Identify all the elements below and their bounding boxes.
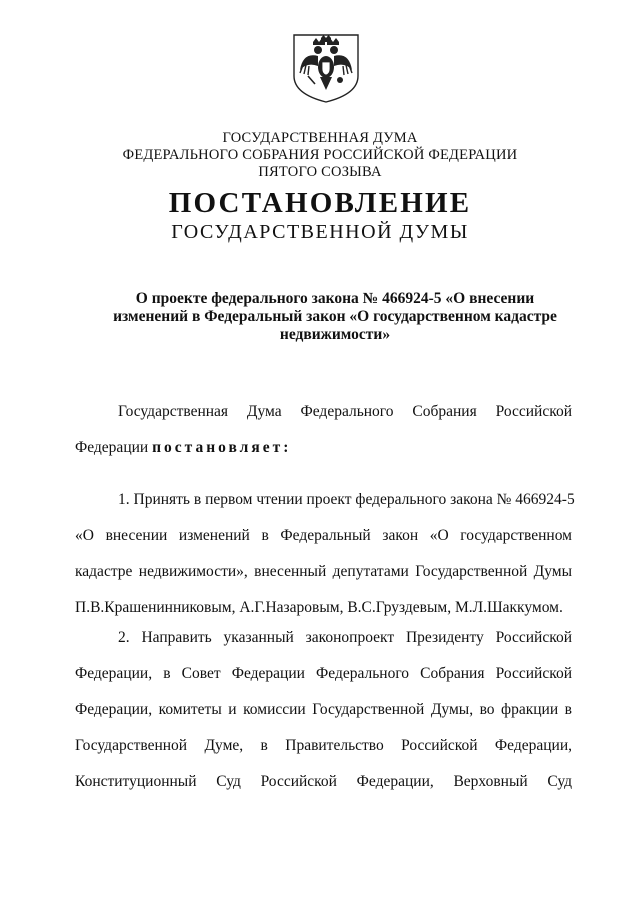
subject-line-2: изменений в Федеральный закон «О государственном кадастре [113, 308, 557, 325]
preamble-line-2 [75, 430, 572, 466]
issuing-body-header [0, 130, 640, 181]
item-1-paragraph [75, 518, 572, 626]
preamble-line-1: Государственная Дума Федерального Собрания Российской [118, 403, 572, 420]
item-1-line-1: 1. Принять в первом чтении проект федерального закона № 466924-5 [118, 491, 575, 508]
document-issuer-title: ГОСУДАРСТВЕННОЙ ДУМЫ [171, 221, 469, 243]
header-line-3: ПЯТОГО СОЗЫВА [258, 164, 382, 180]
item-2-line-3: Федерации, комитеты и комиссии Государственной Думы, во фракции в [75, 701, 572, 718]
subject-line-3: недвижимости» [279, 326, 391, 343]
document-type-title: ПОСТАНОВЛЕНИЕ [168, 187, 472, 219]
resolution-verb: постановляет: [152, 439, 292, 456]
item-1-line-3: кадастре недвижимости», внесенный депутатами Государственной Думы [75, 563, 572, 580]
item-1-line-2: «О внесении изменений в Федеральный закон «О государственном [75, 527, 572, 544]
preamble-text: Федерации [75, 439, 153, 456]
item-2-line-1: 2. Направить указанный законопроект Президенту Российской [118, 629, 572, 646]
item-2-line-4: Государственной Думе, в Правительство Российской Федерации, [75, 737, 572, 754]
preamble-paragraph [118, 394, 572, 430]
russian-coat-of-arms-icon [291, 32, 361, 104]
item-2-line-2: Федерации, в Совет Федерации Федерального Собрания Российской [75, 665, 572, 682]
item-1-line-4: П.В.Крашенинниковым, А.Г.Назаровым, В.С.Груздевым, М.Л.Шаккумом. [75, 599, 563, 616]
header-line-2: ФЕДЕРАЛЬНОГО СОБРАНИЯ РОССИЙСКОЙ ФЕДЕРАЦИИ [122, 147, 518, 163]
item-2-paragraph [75, 656, 572, 800]
item-2-line-5: Конституционный Суд Российской Федерации, Верховный Суд [75, 773, 572, 790]
subject-line-1: О проекте федерального закона № 466924-5 «О внесении [135, 290, 535, 307]
item-1-first-line [118, 482, 575, 518]
preamble-paragraph-cont [75, 430, 572, 466]
document-subject [110, 290, 560, 344]
item-2-first-line [118, 620, 572, 656]
header-line-1: ГОСУДАРСТВЕННАЯ ДУМА [222, 130, 418, 146]
